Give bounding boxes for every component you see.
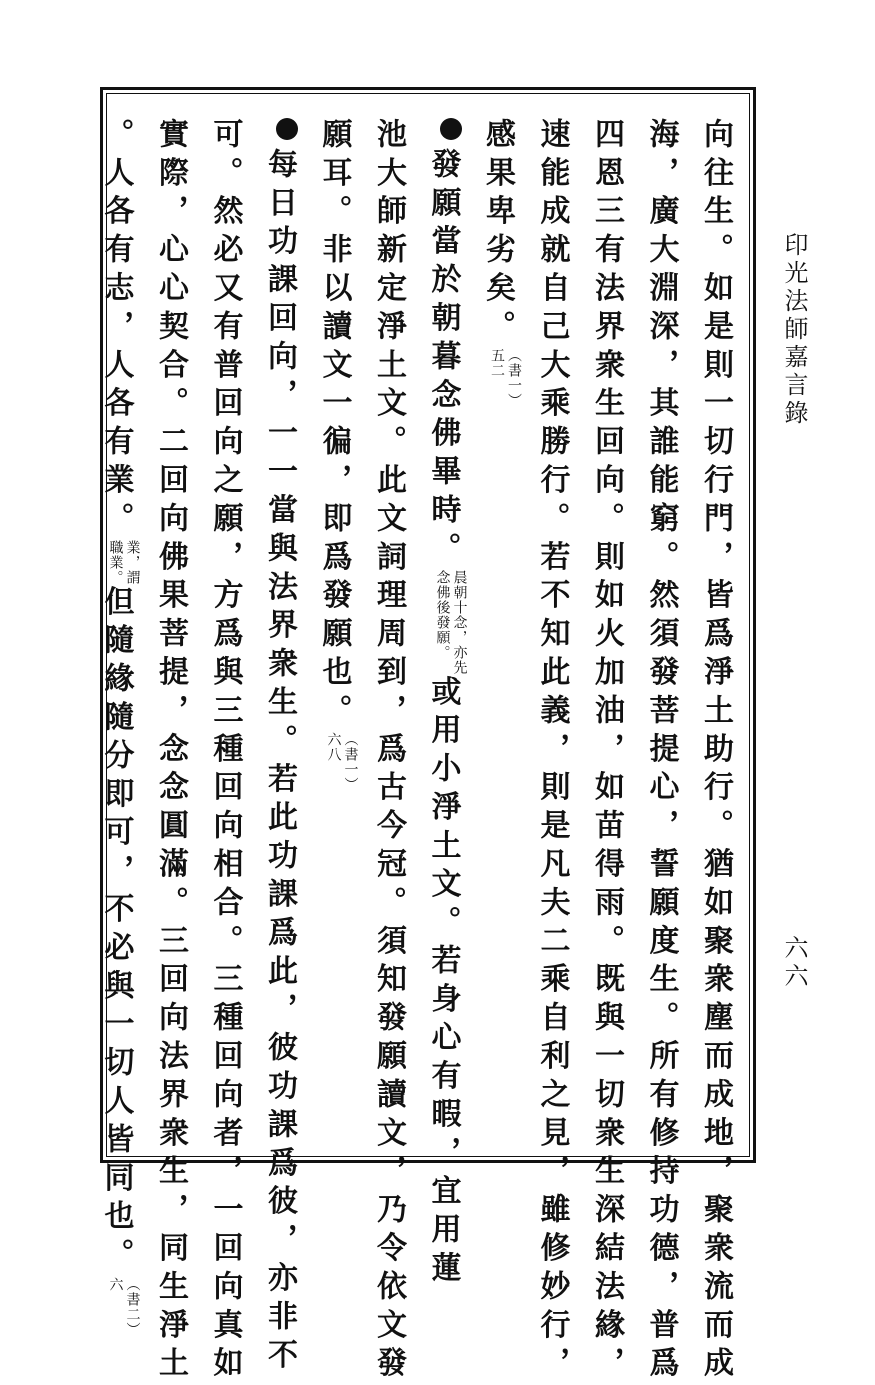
text-segment: 可。然必又有普回向之願，方爲與三種回向相合。三種回向者，一回向真如 [207,118,243,1385]
annotation-line: 晨朝十念，亦先 [451,570,468,676]
text-column [633,118,688,1385]
text-column [688,118,743,1385]
body-text [98,118,742,1385]
text-segment: 或用小淨土文。若身心有暇，宜用蓮 [425,675,461,1290]
text-column [306,118,361,1148]
text-segment: 速能成就自己大乘勝行。若不知此義，則是凡夫二乘自利之見，雖修妙行， [534,118,570,1385]
annotation-note [107,1277,141,1337]
text-segment: 向往生。如是則一切行門，皆爲淨土助行。猶如聚衆塵而成地，聚衆流而成 [698,118,733,1385]
text-column [143,118,198,1385]
bullet-icon [276,118,298,140]
text-column [361,118,416,1385]
bullet-icon [440,118,462,140]
text-column [524,118,579,1385]
text-segment: 發願當於朝暮念佛畢時。 [425,148,461,571]
annotation-line: 六八 [325,732,342,763]
text-column [415,118,470,1290]
annotation-note [488,348,522,408]
annotation-line: （書一） [506,348,522,409]
text-segment: 每日功課回向，一一當與法界衆生。若此功課爲此，彼功課爲彼，亦非不 [262,148,297,1377]
text-column [252,118,307,1377]
text-column [470,118,525,1148]
text-segment: 但隨緣隨分即可，不必與一切人皆同也。 [98,585,134,1277]
text-segment: 。人各有志，人各有業。 [98,118,134,541]
annotation-line: 六 [107,1276,124,1292]
annotation-note [434,570,468,675]
annotation-line: 念佛後發願。 [434,570,451,661]
page-number: 六六 [780,935,808,991]
text-segment: 感果卑劣矣。 [480,118,515,349]
text-segment: 實際，心心契合。二回向佛果菩提，念念圓滿。三回向法界衆生，同生淨土 [153,118,188,1385]
text-segment: 願耳。非以讀文一徧，即爲發願也。 [316,118,352,733]
annotation-line: 五二 [489,348,505,379]
annotation-line: 業，謂 [124,540,141,586]
annotation-note [325,732,359,792]
text-segment: 四恩三有法界衆生回向。則如火加油，如苗得雨。既與一切衆生深結法緣， [589,118,624,1385]
text-column [579,118,634,1385]
text-segment: 海，廣大淵深，其誰能窮。然須發菩提心，誓願度生。所有修持功德，普爲 [643,118,679,1385]
annotation-line: （書二） [124,1276,141,1337]
running-title: 印光法師嘉言錄 [780,232,808,428]
text-column [197,118,252,1385]
annotation-note [107,540,141,585]
annotation-line: 職業。 [107,540,124,586]
annotation-line: （書一） [342,732,359,793]
text-column [88,118,143,1337]
text-segment: 池大師新定淨土文。此文詞理周到，爲古今冠。須知發願讀文，乃令依文發 [371,118,406,1385]
